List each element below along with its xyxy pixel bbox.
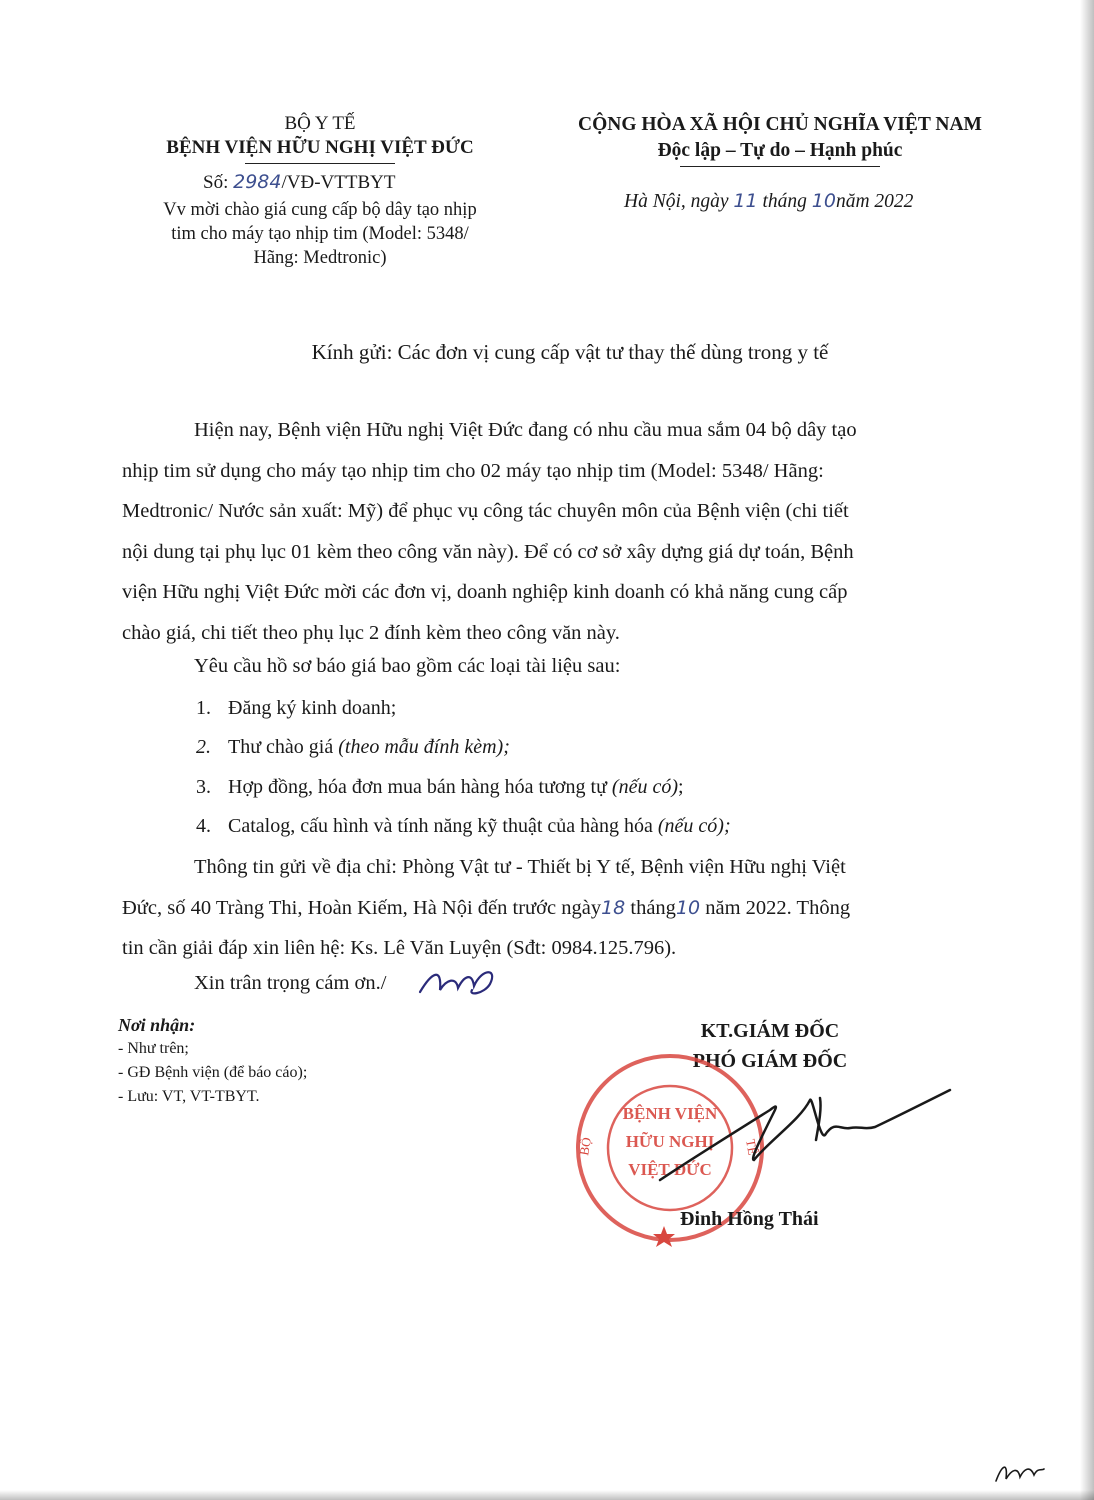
subject-line-3: Hãng: Medtronic) bbox=[253, 248, 387, 268]
deadline-month: 10 bbox=[675, 896, 701, 919]
hospital-name: BỆNH VIỆN HỮU NGHỊ VIỆT ĐỨC bbox=[166, 137, 474, 158]
signer-role-2: PHÓ GIÁM ĐỐC bbox=[692, 1050, 848, 1072]
number-suffix: /VĐ-VTTBYT bbox=[281, 172, 396, 193]
body-paragraph bbox=[122, 410, 982, 653]
body-line: Hiện nay, Bệnh viện Hữu nghị Việt Đức đang có nhu cầu mua sắm 04 bộ dây tạo bbox=[194, 419, 857, 441]
body-line: nhịp tim sử dụng cho máy tạo nhịp tim cho 02 máy tạo nhịp tim (Model: 5348/ Hãng: bbox=[122, 459, 824, 482]
director-signature bbox=[650, 1080, 970, 1190]
date-year: năm 2022 bbox=[835, 191, 914, 212]
requirement-item: 1. Đăng ký kinh doanh; bbox=[196, 697, 397, 719]
page-edge-shadow-right bbox=[1080, 0, 1094, 1500]
contact-paragraph bbox=[122, 847, 982, 969]
subject bbox=[110, 198, 530, 270]
nation-title: CỘNG HÒA XÃ HỘI CHỦ NGHĨA VIỆT NAM bbox=[578, 114, 982, 135]
recipient-item: - Như trên; bbox=[118, 1040, 189, 1057]
motto: Độc lập – Tự do – Hạnh phúc bbox=[657, 140, 903, 161]
number-handwritten: 2984 bbox=[233, 171, 282, 193]
body-line: Medtronic/ Nước sản xuất: Mỹ) để phục vụ công tác chuyên môn của Bệnh viện (chi tiết bbox=[122, 500, 849, 522]
subject-line-2: tim cho máy tạo nhịp tim (Model: 5348/ bbox=[171, 224, 469, 244]
requirement-item: 4. Catalog, cấu hình và tính năng kỹ thuật của hàng hóa (nếu có); bbox=[196, 815, 731, 837]
requirement-item: 2. Thư chào giá (theo mẫu đính kèm); bbox=[196, 736, 510, 758]
subject-line-1: Vv mời chào giá cung cấp bộ dây tạo nhịp bbox=[163, 200, 477, 220]
underline-left bbox=[245, 163, 395, 164]
document-number bbox=[203, 171, 395, 194]
date-line bbox=[624, 190, 913, 213]
page-edge-shadow-bottom bbox=[0, 1490, 1094, 1500]
initial-signature bbox=[412, 962, 522, 1002]
date-month: 10 bbox=[811, 190, 836, 212]
recipients bbox=[118, 1013, 307, 1109]
recipient-item: - Lưu: VT, VT-TBYT. bbox=[118, 1088, 260, 1105]
header-right bbox=[520, 112, 1040, 167]
corner-initials bbox=[990, 1455, 1050, 1491]
underline-right bbox=[680, 166, 880, 167]
date-place: Hà Nội, ngày bbox=[624, 191, 729, 212]
closing: Xin trân trọng cám ơn./ bbox=[194, 972, 387, 994]
salutation: Kính gửi: Các đơn vị cung cấp vật tư thay thế dùng trong y tế bbox=[311, 340, 829, 364]
body-line: chào giá, chi tiết theo phụ lục 2 đính kèm theo công văn này. bbox=[122, 621, 620, 644]
signer-name: Đinh Hồng Thái bbox=[680, 1208, 819, 1230]
recipients-title: Nơi nhận: bbox=[118, 1015, 196, 1035]
ministry-name: BỘ Y TẾ bbox=[284, 113, 356, 134]
stamp-line-1: BỆNH VIỆN bbox=[622, 1104, 718, 1123]
deadline-day: 18 bbox=[601, 896, 626, 919]
contact-line-3: tin cần giải đáp xin liên hệ: Ks. Lê Văn Luyện (Sđt: 0984.125.796). bbox=[122, 937, 677, 959]
contact-line-2: Đức, số 40 Tràng Thi, Hoàn Kiếm, Hà Nội đến trước ngày18 tháng10 năm 2022. Thông bbox=[122, 896, 851, 919]
requirements-intro: Yêu cầu hồ sơ báo giá bao gồm các loại tài liệu sau: bbox=[194, 655, 621, 677]
body-line: viện Hữu nghị Việt Đức mời các đơn vị, doanh nghiệp kinh doanh có khả năng cung cấp bbox=[122, 581, 848, 603]
date-month-label: tháng bbox=[762, 191, 807, 212]
date-day: 11 bbox=[733, 190, 758, 212]
svg-text:TẾ: TẾ bbox=[743, 1137, 761, 1157]
signer-role-1: KT.GIÁM ĐỐC bbox=[700, 1020, 840, 1042]
stamp-line-3: VIỆT ĐỨC bbox=[628, 1160, 712, 1179]
stamp-line-2: HỮU NGHỊ bbox=[625, 1132, 715, 1151]
recipient-item: - GĐ Bệnh viện (để báo cáo); bbox=[118, 1064, 308, 1081]
header-left bbox=[100, 112, 540, 164]
svg-text:BỘ: BỘ bbox=[576, 1136, 595, 1157]
body-line: nội dung tại phụ lục 01 kèm theo công văn này). Để có cơ sở xây dựng giá dự toán, Bệnh bbox=[122, 540, 854, 563]
requirement-item: 3. Hợp đồng, hóa đơn mua bán hàng hóa tương tự (nếu có); bbox=[196, 776, 684, 798]
contact-line-1: Thông tin gửi về địa chỉ: Phòng Vật tư - Thiết bị Y tế, Bệnh viện Hữu nghị Việt bbox=[194, 856, 846, 878]
number-prefix: Số: bbox=[203, 172, 229, 193]
